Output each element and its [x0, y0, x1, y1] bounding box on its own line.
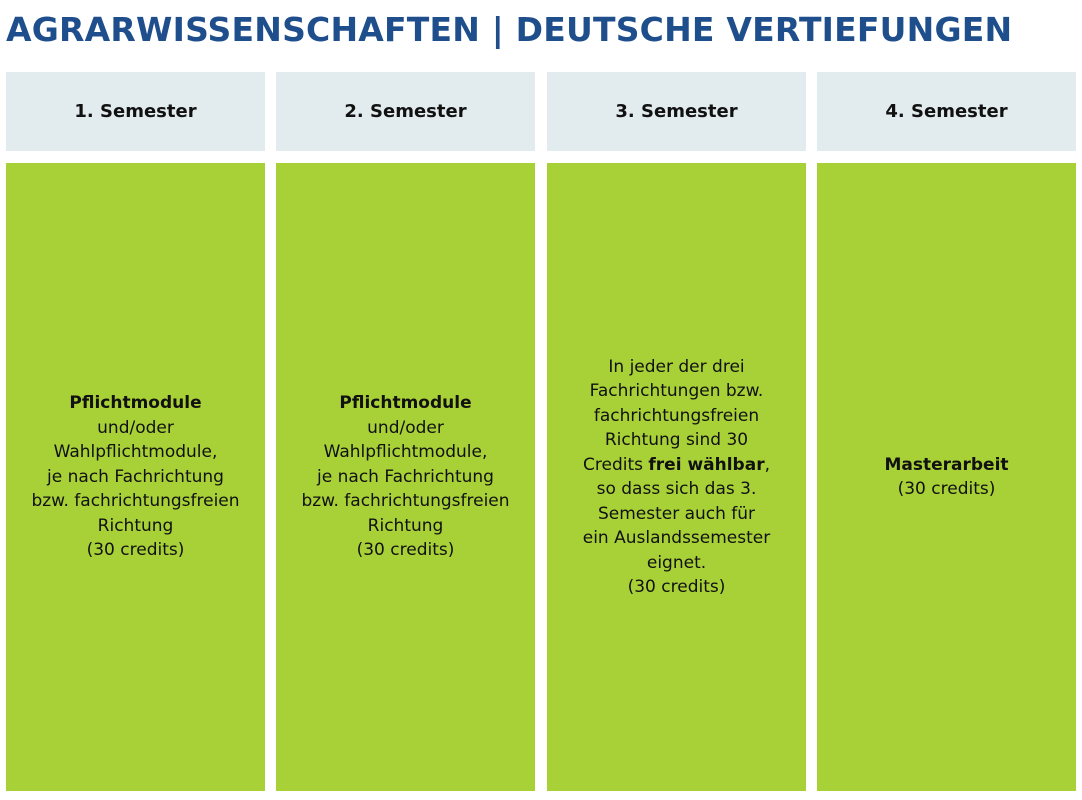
semester-1-header: 1. Semester	[6, 72, 265, 151]
semester-1-line: (30 credits)	[86, 540, 185, 561]
semester-3-line: eignet.	[646, 552, 707, 573]
semester-4-box	[817, 163, 1076, 791]
semester-2-line: bzw. fachrichtungsfreien	[301, 491, 510, 512]
semester-3-line: Richtung sind 30	[604, 430, 749, 450]
semester-1-content	[14, 391, 257, 563]
semester-1-line: bzw. fachrichtungsfreien	[31, 491, 240, 512]
semester-3-line: Semester auch für	[597, 503, 756, 524]
semester-1-line: Wahlpflichtmodule,	[53, 442, 218, 463]
page-title: AGRARWISSENSCHAFTEN | DEUTSCHE VERTIEFUNGEN	[6, 10, 1013, 49]
semester-3-line: In jeder der drei	[608, 356, 745, 377]
line-text: Credits	[583, 454, 649, 475]
semester-2-line: Pflichtmodule	[339, 393, 472, 414]
semester-3-line: so dass sich das 3.	[596, 479, 757, 499]
semester-4-line: (30 credits)	[897, 479, 996, 499]
semester-2-content	[284, 391, 527, 563]
semester-3-line: (30 credits)	[627, 577, 726, 597]
semester-1-line: und/oder	[97, 417, 174, 438]
semester-1-line: je nach Fachrichtung	[47, 466, 224, 487]
semester-1-box	[6, 163, 265, 791]
semester-2-line: je nach Fachrichtung	[317, 466, 494, 487]
semester-2-header: 2. Semester	[276, 72, 535, 151]
semester-4-line: Masterarbeit	[884, 454, 1009, 475]
semester-1-line: Richtung	[97, 515, 174, 536]
semester-2-box	[276, 163, 535, 791]
semester-2-line: Richtung	[367, 515, 444, 536]
semester-2-line: Wahlpflichtmodule,	[323, 442, 488, 463]
semester-3-content	[555, 355, 798, 600]
line-emphasis: frei wählbar	[648, 454, 765, 475]
semester-3-line: Fachrichtungen bzw.	[589, 381, 764, 401]
semester-3-header: 3. Semester	[547, 72, 806, 151]
semester-2-line: (30 credits)	[356, 540, 455, 561]
semester-2-line: und/oder	[367, 417, 444, 438]
line-text: ,	[764, 454, 770, 475]
semester-3-line	[555, 453, 798, 478]
semester-3-line: ein Auslandssemester	[582, 528, 771, 548]
semester-4-header: 4. Semester	[817, 72, 1076, 151]
semester-3-line: fachrichtungsfreien	[593, 405, 760, 426]
semester-1-line: Pflichtmodule	[69, 393, 202, 414]
semester-4-content	[825, 453, 1068, 502]
semester-3-box	[547, 163, 806, 791]
